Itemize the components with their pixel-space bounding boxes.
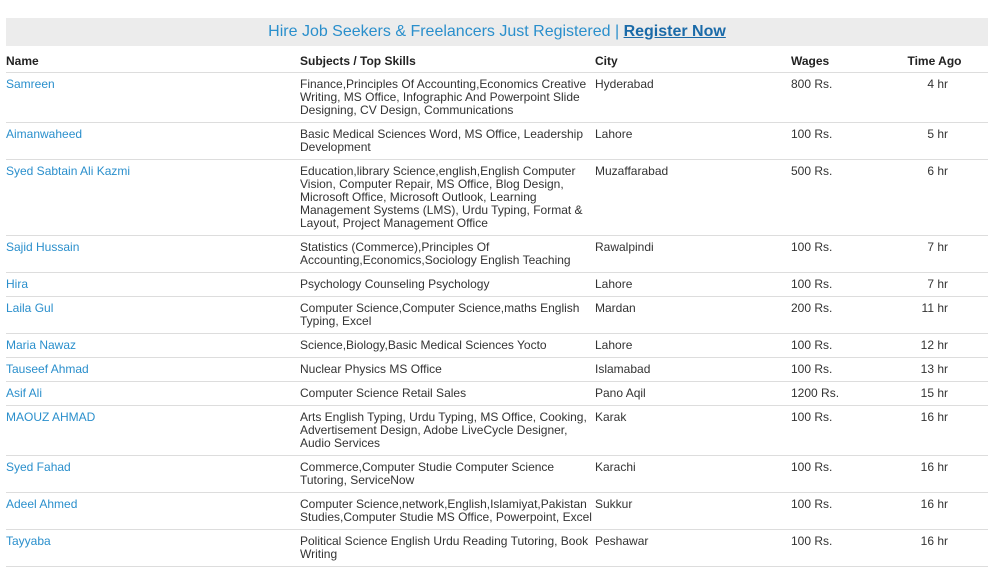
subjects-cell: Computer Science Retail Sales (300, 382, 595, 406)
header-subjects: Subjects / Top Skills (300, 46, 595, 73)
seeker-name-link[interactable]: Adeel Ahmed (6, 497, 78, 511)
name-cell (6, 73, 300, 123)
seeker-name-link[interactable]: Aimanwaheed (6, 127, 83, 141)
seeker-name-link[interactable]: Tayyaba (6, 534, 51, 548)
wages-cell: 100 Rs. (791, 273, 881, 297)
city-cell: Rawalpindi (595, 236, 791, 273)
city-cell: Peshawar (595, 530, 791, 567)
banner (6, 18, 988, 46)
table-row (6, 160, 988, 236)
seeker-name-link[interactable]: Samreen (6, 77, 55, 91)
name-cell (6, 273, 300, 297)
registrations-panel (6, 18, 988, 567)
table-row (6, 493, 988, 530)
name-cell (6, 123, 300, 160)
wages-cell: 500 Rs. (791, 160, 881, 236)
header-time-ago: Time Ago (881, 46, 988, 73)
wages-cell: 200 Rs. (791, 297, 881, 334)
time-ago-cell: 16 hr (881, 456, 988, 493)
subjects-cell: Finance,Principles Of Accounting,Economics Creative Writing, MS Office, Infographic And Powerpoint Slide Designing, CV Design, Communications (300, 73, 595, 123)
table-row (6, 73, 988, 123)
time-ago-cell: 16 hr (881, 493, 988, 530)
table-row (6, 530, 988, 567)
wages-cell: 800 Rs. (791, 73, 881, 123)
subjects-cell: Political Science English Urdu Reading Tutoring, Book Writing (300, 530, 595, 567)
name-cell (6, 530, 300, 567)
city-cell: Karak (595, 406, 791, 456)
seeker-name-link[interactable]: Maria Nawaz (6, 338, 77, 352)
name-cell (6, 160, 300, 236)
table-row (6, 358, 988, 382)
time-ago-cell: 12 hr (881, 334, 988, 358)
time-ago-cell: 13 hr (881, 358, 988, 382)
name-cell (6, 358, 300, 382)
city-cell: Lahore (595, 273, 791, 297)
wages-cell: 100 Rs. (791, 406, 881, 456)
subjects-cell: Basic Medical Sciences Word, MS Office, Leadership Development (300, 123, 595, 160)
seeker-name-link[interactable]: Syed Fahad (6, 460, 71, 474)
city-cell: Lahore (595, 334, 791, 358)
time-ago-cell: 15 hr (881, 382, 988, 406)
subjects-cell: Statistics (Commerce),Principles Of Accounting,Economics,Sociology English Teaching (300, 236, 595, 273)
subjects-cell: Nuclear Physics MS Office (300, 358, 595, 382)
time-ago-cell: 5 hr (881, 123, 988, 160)
table-row (6, 406, 988, 456)
name-cell (6, 236, 300, 273)
name-cell (6, 456, 300, 493)
table-header-row (6, 46, 988, 73)
city-cell: Pano Aqil (595, 382, 791, 406)
header-wages: Wages (791, 46, 881, 73)
time-ago-cell: 4 hr (881, 73, 988, 123)
name-cell (6, 334, 300, 358)
time-ago-cell: 7 hr (881, 273, 988, 297)
wages-cell: 100 Rs. (791, 123, 881, 160)
name-cell (6, 297, 300, 334)
city-cell: Sukkur (595, 493, 791, 530)
name-cell (6, 382, 300, 406)
table-row (6, 273, 988, 297)
subjects-cell: Education,library Science,english,English Computer Vision, Computer Repair, MS Office, Blog Design, Microsoft Office, Microsoft Outlook, Learning Management Systems (LMS), Urdu Typing, Format & Layout, Project Management Office (300, 160, 595, 236)
city-cell: Islamabad (595, 358, 791, 382)
seeker-name-link[interactable]: Asif Ali (6, 386, 43, 400)
wages-cell: 100 Rs. (791, 236, 881, 273)
table-row (6, 297, 988, 334)
city-cell: Lahore (595, 123, 791, 160)
seeker-name-link[interactable]: Hira (6, 277, 29, 291)
time-ago-cell: 16 hr (881, 406, 988, 456)
table-row (6, 334, 988, 358)
seeker-name-link[interactable]: Tauseef Ahmad (6, 362, 89, 376)
table-row (6, 382, 988, 406)
seeker-name-link[interactable]: MAOUZ AHMAD (6, 410, 96, 424)
seeker-name-link[interactable]: Laila Gul (6, 301, 54, 315)
name-cell (6, 493, 300, 530)
name-cell (6, 406, 300, 456)
subjects-cell: Computer Science,Computer Science,maths English Typing, Excel (300, 297, 595, 334)
seeker-name-link[interactable]: Syed Sabtain Ali Kazmi (6, 164, 131, 178)
city-cell: Karachi (595, 456, 791, 493)
city-cell: Mardan (595, 297, 791, 334)
time-ago-cell: 11 hr (881, 297, 988, 334)
subjects-cell: Computer Science,network,English,Islamiyat,Pakistan Studies,Computer Studie MS Office, Powerpoint, Excel (300, 493, 595, 530)
wages-cell: 100 Rs. (791, 530, 881, 567)
wages-cell: 100 Rs. (791, 456, 881, 493)
subjects-cell: Arts English Typing, Urdu Typing, MS Office, Cooking, Advertisement Design, Adobe LiveCycle Designer, Audio Services (300, 406, 595, 456)
city-cell: Hyderabad (595, 73, 791, 123)
subjects-cell: Science,Biology,Basic Medical Sciences Yocto (300, 334, 595, 358)
header-city: City (595, 46, 791, 73)
table-row (6, 456, 988, 493)
table-row (6, 123, 988, 160)
header-name: Name (6, 46, 300, 73)
table-row (6, 236, 988, 273)
wages-cell: 100 Rs. (791, 358, 881, 382)
wages-cell: 100 Rs. (791, 493, 881, 530)
city-cell: Muzaffarabad (595, 160, 791, 236)
subjects-cell: Psychology Counseling Psychology (300, 273, 595, 297)
time-ago-cell: 7 hr (881, 236, 988, 273)
time-ago-cell: 6 hr (881, 160, 988, 236)
register-now-link[interactable]: Register Now (623, 23, 726, 40)
job-seekers-table (6, 46, 988, 567)
wages-cell: 100 Rs. (791, 334, 881, 358)
wages-cell: 1200 Rs. (791, 382, 881, 406)
time-ago-cell: 16 hr (881, 530, 988, 567)
seeker-name-link[interactable]: Sajid Hussain (6, 240, 80, 254)
banner-text: Hire Job Seekers & Freelancers Just Registered | (268, 23, 624, 40)
subjects-cell: Commerce,Computer Studie Computer Science Tutoring, ServiceNow (300, 456, 595, 493)
